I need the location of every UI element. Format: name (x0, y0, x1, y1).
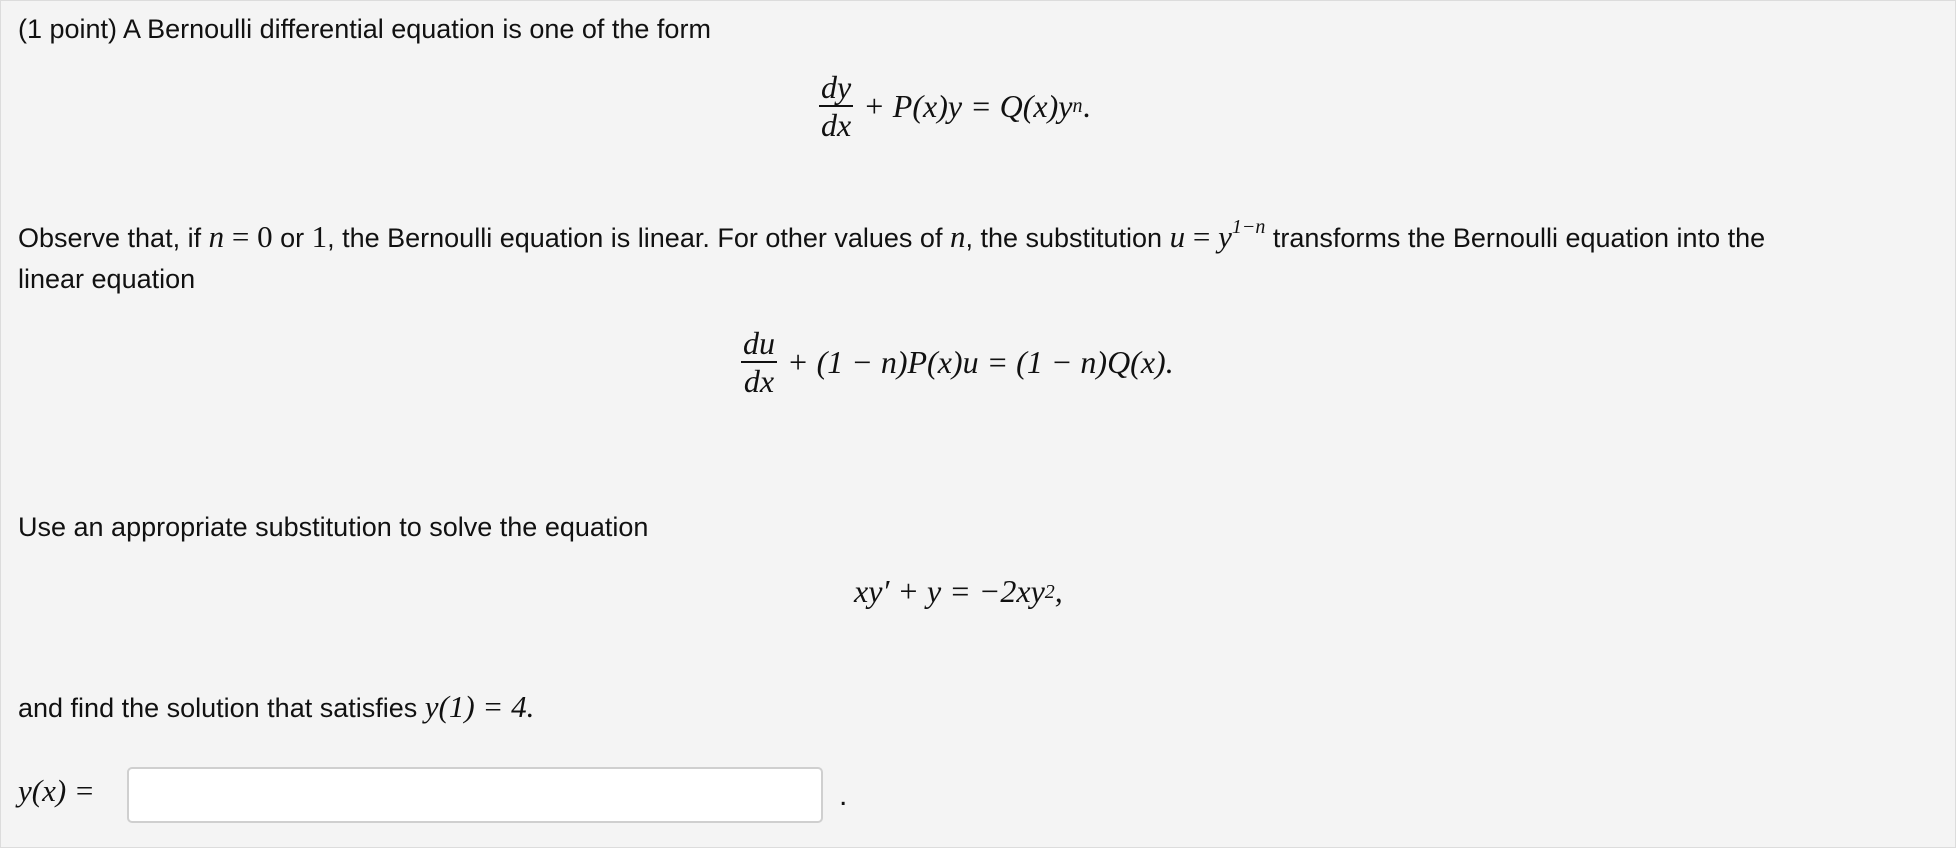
initial-condition: y(1) = 4. (424, 689, 535, 724)
answer-label: y(x) = (18, 773, 95, 808)
fraction-du-dx (741, 325, 777, 399)
fraction-denominator: dx (821, 107, 852, 143)
var-n: n (949, 219, 966, 254)
var-y: y (1218, 219, 1232, 254)
observation-text-or: or (272, 223, 312, 253)
observation-text-2: , the Bernoulli equation is linear. For other values of (327, 223, 950, 253)
fraction-denominator: dx (743, 363, 775, 399)
given-equation-end: , (1054, 573, 1063, 609)
equation-rhs: + P(x)y = Q(x)y (863, 87, 1073, 124)
given-equation: xy′ + y = −2xy 2 , (854, 573, 1063, 609)
substitution-exponent: 1−n (1231, 216, 1266, 238)
fraction-numerator: dy (821, 69, 852, 105)
fraction-numerator: du (743, 325, 775, 361)
equation-rhs: + (1 − n)P(x)u = (1 − n)Q(x). (787, 343, 1174, 380)
math-one: 1 (311, 219, 328, 254)
var-u: u (1169, 219, 1186, 254)
var-n: n (208, 219, 225, 254)
given-equation-body: xy′ + y = −2xy (854, 573, 1045, 609)
condition-paragraph (18, 687, 534, 728)
intro-text: (1 point) A Bernoulli differential equation is one of the form (18, 14, 711, 44)
linear-equation (741, 325, 1174, 399)
observation-line-2: linear equation (18, 264, 196, 294)
condition-text: and find the solution that satisfies (18, 693, 425, 723)
equation-end: . (1082, 87, 1091, 124)
instruction-text: Use an appropriate substitution to solve the equation (18, 512, 649, 542)
fraction-dy-dx (819, 69, 853, 143)
observation-text-3: , the substitution (965, 223, 1170, 253)
answer-period: . (839, 779, 848, 812)
math-equals-zero: = 0 (224, 219, 273, 254)
observation-paragraph (18, 217, 1765, 258)
bernoulli-equation: $\frac{dy}{dx}$ + P(x)y = Q(x)y n . (821, 69, 1091, 143)
answer-input[interactable] (127, 767, 823, 823)
math-equals: = (1185, 219, 1219, 254)
observation-text-1: Observe that, if (18, 223, 209, 253)
observation-text-4: transforms the Bernoulli equation into the (1265, 223, 1766, 253)
